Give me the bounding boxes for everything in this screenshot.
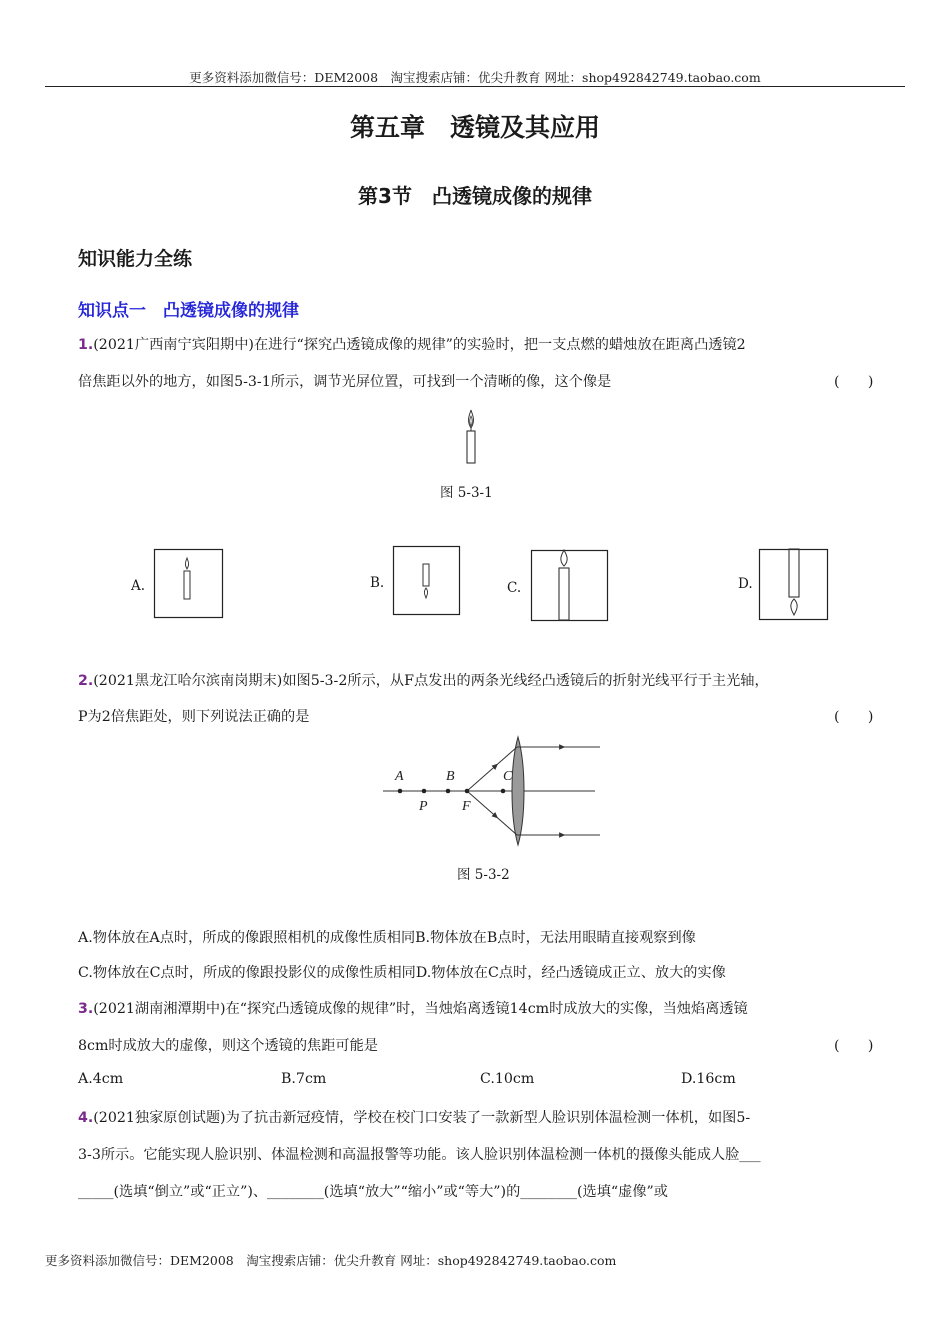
- point-f: [465, 789, 470, 794]
- label-p: P: [419, 799, 428, 814]
- point-b: [446, 789, 451, 794]
- figure-5-3-1-caption: 图 5-3-1: [440, 485, 493, 501]
- question-4-text-3: _____(选填“倒立”或“正立”)、________(选填“放大”“缩小”或“等大”)的________(选填“虚像”或: [78, 1184, 668, 1200]
- question-1-text-2: 倍焦距以外的地方，如图5-3-1所示，调节光屏位置，可找到一个清晰的像，这个像是: [78, 374, 612, 390]
- label-f: F: [462, 799, 471, 814]
- question-3-text-1: (2021湖南湘潭期中)在“探究凸透镜成像的规律”时，当烛焰离透镜14cm时成放大的实像，当烛焰离透镜: [93, 1001, 748, 1017]
- convex-lens: [512, 737, 524, 845]
- question-3-text-2: 8cm时成放大的虚像，则这个透镜的焦距可能是: [78, 1038, 378, 1054]
- question-1-answer-bracket: ( ): [834, 374, 874, 390]
- question-1-number: 1.: [78, 337, 94, 353]
- figure-5-3-2-diagram: [380, 735, 605, 850]
- question-1-option-b-figure: [393, 546, 461, 616]
- question-2-options-row-2: C.物体放在C点时，所成的像跟投影仪的成像性质相同D.物体放在C点时，经凸透镜成正立、放大的实像: [78, 965, 726, 981]
- ray-lower-arrow: [495, 816, 497, 818]
- figure-5-3-1-candle: [460, 408, 490, 464]
- ray-lower-incident: [467, 791, 517, 835]
- point-p: [422, 789, 427, 794]
- question-2-answer-bracket: ( ): [834, 709, 874, 725]
- question-2-text-1: (2021黑龙江哈尔滨南岗期末)如图5-3-2所示，从F点发出的两条光线经凸透镜后的折射光线平行于主光轴，: [93, 673, 769, 689]
- question-3-option-b: B.7cm: [281, 1071, 327, 1087]
- question-3-option-c: C.10cm: [480, 1071, 535, 1087]
- practice-heading: 知识能力全练: [78, 248, 193, 270]
- question-1-option-a-figure: [154, 549, 224, 619]
- page-footer: 更多资料添加微信号：DEM2008 淘宝搜索店铺：优尖升教育 网址：shop492842749.taobao.com: [45, 1253, 617, 1268]
- question-1-option-b-label: B.: [370, 575, 385, 591]
- question-4-line-1: [78, 1107, 750, 1127]
- page-header: 更多资料添加微信号：DEM2008 淘宝搜索店铺：优尖升教育 网址：shop492842749.taobao.com: [189, 70, 761, 85]
- label-c: C: [503, 769, 513, 784]
- question-1-option-c-figure: [531, 550, 609, 622]
- question-4-text-2: 3-3所示。它能实现人脸识别、体温检测和高温报警等功能。该人脸识别体温检测一体机的摄像头能成人脸___: [78, 1147, 761, 1163]
- header-divider: [45, 86, 905, 87]
- label-a: A: [395, 769, 404, 784]
- question-2-number: 2.: [78, 673, 94, 689]
- question-1-option-a-label: A.: [131, 578, 146, 594]
- question-4-number: 4.: [78, 1110, 94, 1126]
- question-1-line-1: [78, 334, 746, 354]
- question-1-option-c-label: C.: [507, 580, 522, 596]
- question-3-answer-bracket: ( ): [834, 1038, 874, 1054]
- question-2-text-2: P为2倍焦距处，则下列说法正确的是: [78, 709, 310, 725]
- question-1-text-1: (2021广西南宁宾阳期中)在进行“探究凸透镜成像的规律”的实验时，把一支点燃的蜡烛放在距离凸透镜2: [93, 337, 746, 353]
- point-a: [398, 789, 403, 794]
- ray-upper-arrow: [495, 765, 497, 767]
- label-b: B: [446, 769, 455, 784]
- section-title: 第3节 凸透镜成像的规律: [358, 184, 592, 208]
- figure-5-3-2-caption: 图 5-3-2: [457, 867, 510, 883]
- question-1-option-d-figure: [759, 549, 829, 621]
- question-3-option-a: A.4cm: [78, 1071, 124, 1087]
- chapter-title: 第五章 透镜及其应用: [349, 113, 600, 142]
- question-4-text-1: (2021独家原创试题)为了抗击新冠疫情，学校在校门口安装了一款新型人脸识别体温检测一体机，如图5-: [93, 1110, 751, 1126]
- knowledge-point-heading: 知识点一 凸透镜成像的规律: [78, 301, 299, 321]
- point-c: [501, 789, 506, 794]
- question-3-option-d: D.16cm: [681, 1071, 736, 1087]
- question-3-line-1: [78, 998, 748, 1018]
- question-2-options-row-1: A.物体放在A点时，所成的像跟照相机的成像性质相同B.物体放在B点时，无法用眼睛直接观察到像: [78, 930, 696, 946]
- question-1-option-d-label: D.: [738, 576, 753, 592]
- question-2-line-1: [78, 670, 769, 690]
- question-3-number: 3.: [78, 1001, 94, 1017]
